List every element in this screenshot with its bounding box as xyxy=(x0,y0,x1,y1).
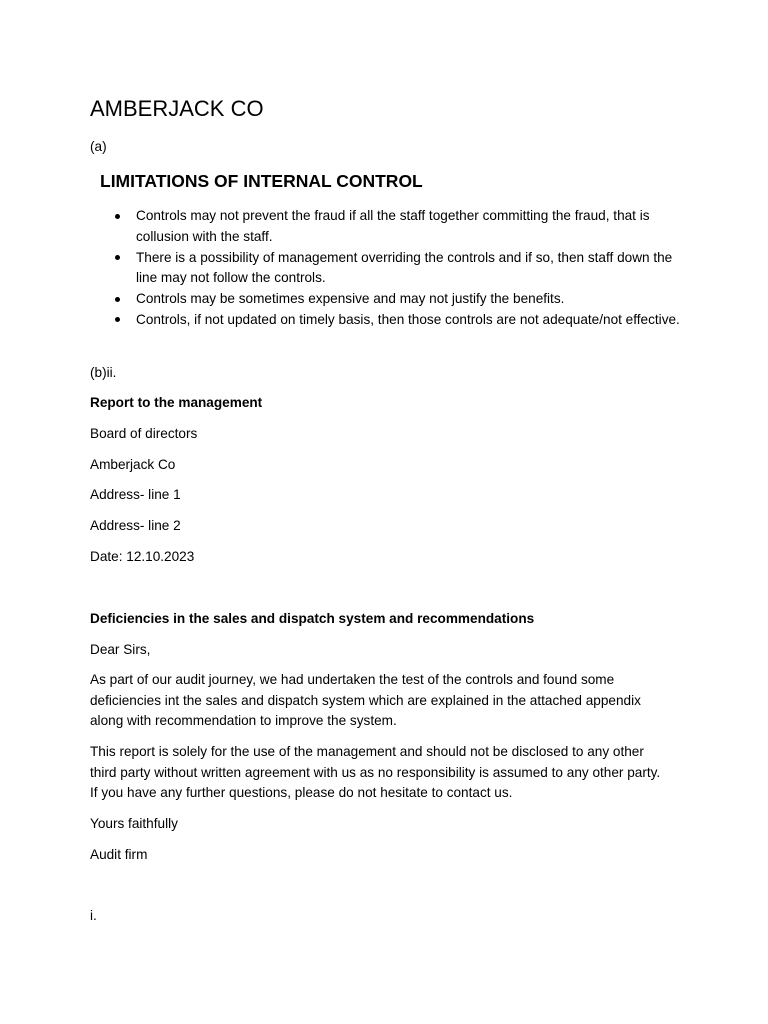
document-title: AMBERJACK CO xyxy=(90,96,264,121)
limitations-list xyxy=(90,206,690,331)
list-item-text: Controls, if not updated on timely basis, then those controls are not adequate/not effective. xyxy=(136,311,680,327)
salutation: Dear Sirs, xyxy=(90,642,151,657)
part-b-label: (b)ii. xyxy=(90,365,117,380)
list-item xyxy=(90,310,690,331)
bullet-icon xyxy=(115,297,120,302)
list-item xyxy=(90,289,690,310)
addressee: Board of directors xyxy=(90,426,198,441)
bullet-icon xyxy=(115,255,120,260)
report-date: Date: 12.10.2023 xyxy=(90,549,195,564)
list-item-text: Controls may not prevent the fraud if all the staff together committing the fraud, that is collusion with the staff. xyxy=(136,208,650,244)
list-item-text: Controls may be sometimes expensive and may not justify the benefits. xyxy=(136,291,565,307)
list-item xyxy=(90,206,690,248)
report-subject: Deficiencies in the sales and dispatch system and recommendations xyxy=(90,611,535,626)
bullet-icon xyxy=(115,214,120,219)
address-line-2: Address- line 2 xyxy=(90,518,181,533)
report-heading: Report to the management xyxy=(90,395,263,410)
address-line-1: Address- line 1 xyxy=(90,487,181,502)
company-name: Amberjack Co xyxy=(90,457,176,472)
signature: Audit firm xyxy=(90,847,148,862)
bullet-icon xyxy=(115,317,120,322)
part-a-label: (a) xyxy=(90,139,107,154)
list-item-text: There is a possibility of management overriding the controls and if so, then staff down the line may not follow the controls. xyxy=(136,249,673,286)
list-item xyxy=(90,248,690,290)
paragraph-1: As part of our audit journey, we had undertaken the test of the controls and found some deficiencies int the sales and dispatch system which are explained in the attached appendix along with recommendation to improve the system. xyxy=(90,672,641,729)
section-heading: LIMITATIONS OF INTERNAL CONTROL xyxy=(100,171,423,191)
paragraph-2: This report is solely for the use of the management and should not be disclosed to any other third party without written agreement with us as no responsibility is assumed to any other party. If you have any further questions, please do not hesitate to contact us. xyxy=(90,744,661,801)
appendix-label: i. xyxy=(90,908,97,923)
closing: Yours faithfully xyxy=(90,816,178,831)
